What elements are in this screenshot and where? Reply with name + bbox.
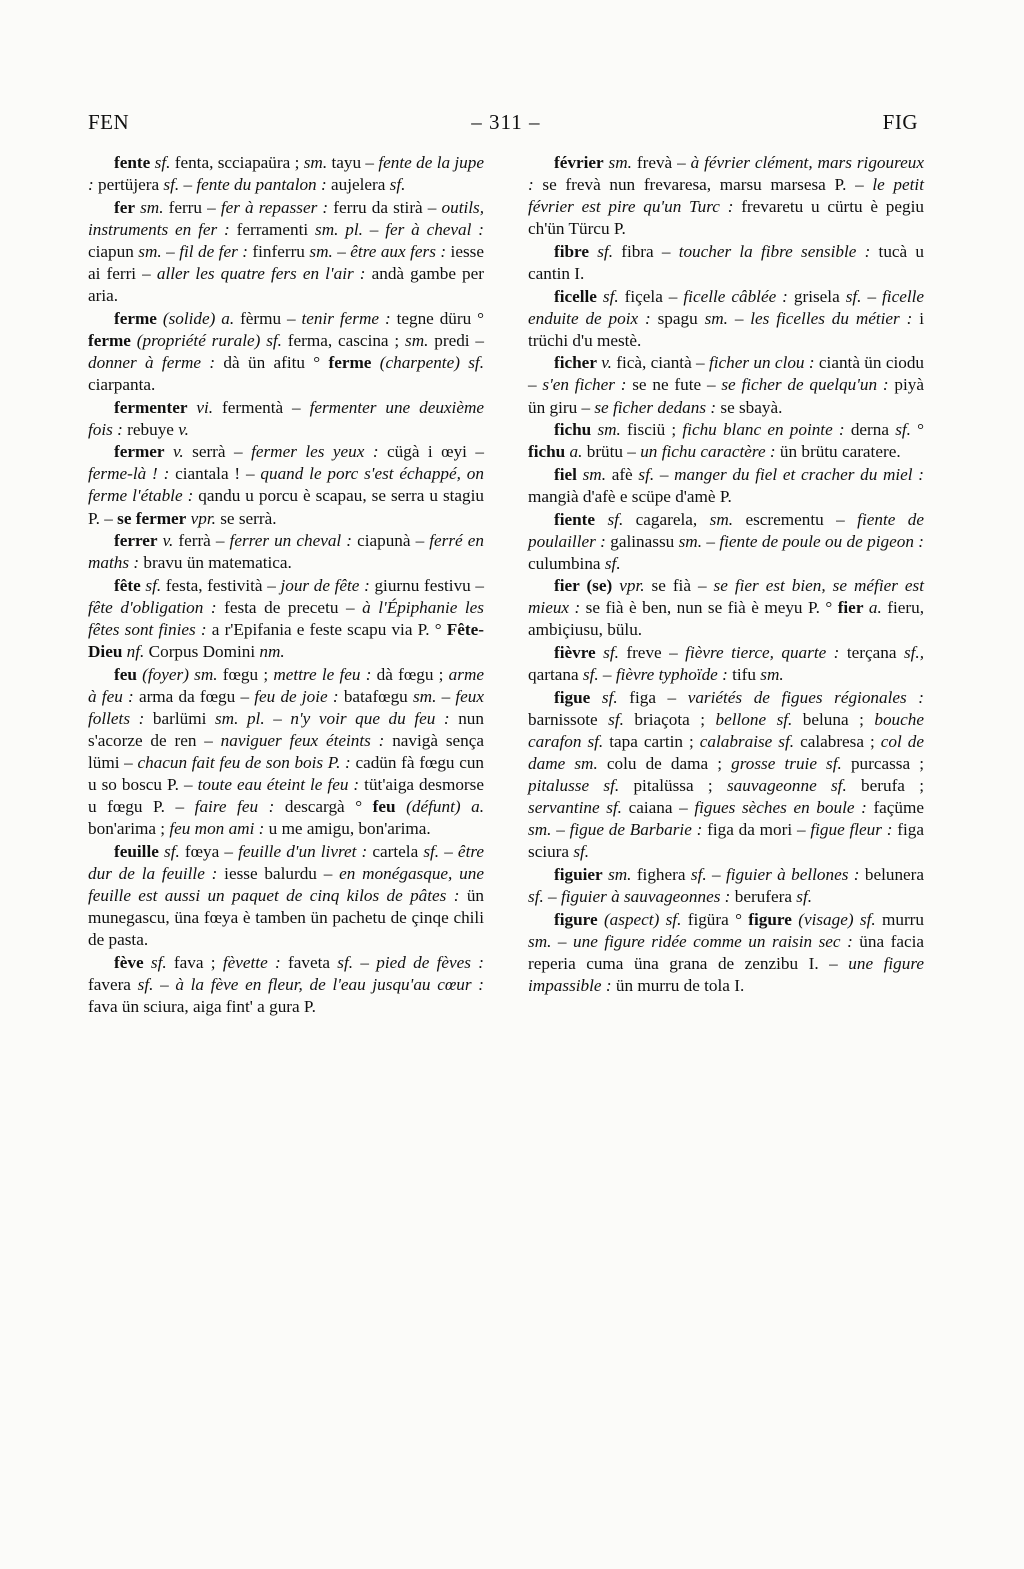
dictionary-entry-ficher: ficher v. ficà, ciantà – ficher un clou : ciantà ün ciodu – s'en ficher : se ne fute – se ficher de quelqu'un : piyà ün giru – se ficher dedans : se sbayà. xyxy=(528,353,925,417)
dictionary-entry-fente: fente sf. fenta, scciapaüra ; sm. tayu – fente de la jupe : pertüjera sf. – fente du pantalon : aujelera sf. xyxy=(88,153,485,195)
dictionary-entry-feu: feu (foyer) sm. fœgu ; mettre le feu : dà fœgu ; arme à feu : arma da fœgu – feu de joie : batafœgu sm. – feux follets : barlümi sm. pl. – n'y voir que du feu : nun s'acorze de ren – naviguer feux éteints : navigà sença lümi – chacun fait feu de son bois P. : cadün fà fœgu cun u so boscu P. – toute eau éteint le feu : tüt'aiga desmorse u fœgu P. – faire feu : descargà ° feu (défunt) a. bon'arima ; feu mon ami : u me amigu, bon'arima. xyxy=(88,664,485,839)
dictionary-entry-ferme: ferme (solide) a. fèrmu – tenir ferme : tegne düru ° ferme (propriété rurale) sf. ferma, cascina ; sm. predi – donner à ferme : dà ün afitu ° ferme (charpente) sf. ciarpanta. xyxy=(88,308,485,394)
dictionary-entry-ferrer: ferrer v. ferrà – ferrer un cheval : ciapunà – ferré en maths : bravu ün matematica. xyxy=(88,531,484,573)
page-header xyxy=(88,110,918,135)
dictionary-entry-ficelle: ficelle sf. fiçela – ficelle câblée : grisela sf. – ficelle enduite de poix : spagu sm. – les ficelles du métier : i trüchi d'u mestè. xyxy=(528,286,925,350)
running-head-left: FEN xyxy=(88,110,130,134)
dictionary-entry-feve: fève sf. fava ; fèvette : faveta sf. – pied de fèves : favera sf. – à la fève en fleur, de l'eau jusqu'au cœur : fava ün sciura, aiga fint' a gura P. xyxy=(88,952,484,1017)
left-column xyxy=(88,152,484,1019)
dictionary-entry-fevrier: février sm. frevà – à février clément, mars rigoureux : se frevà nun frevaresa, marsu marsesa P. – le petit février est pire qu'un Turc : frevaretu u cürtu è pegiu ch'ün Türcu P. xyxy=(528,153,924,239)
text-columns xyxy=(88,152,924,1019)
dictionary-entry-figue: figue sf. figa – variétés de figues régionales : barnissote sf. briaçota ; bellone sf. beluna ; bouche carafon sf. tapa cartin ; calabraise sf. calabresa ; col de dame sm. colu de dama ; grosse truie sf. purcassa ; pitalusse sf. pitalüssa ; sauvageonne sf. berufa ; servantine sf. caiana – figues sèches en boule : façüme sm. – figue de Barbarie : figa da mori – figue fleur : figa sciura sf. xyxy=(528,687,925,862)
dictionary-entry-fete: fête sf. festa, festività – jour de fête : giurnu festivu – fête d'obligation : festa de precetu – à l'Épiphanie les fêtes sont finies : a r'Epifania e feste scapu via P. ° Fête-Dieu nf. Corpus Domini nm. xyxy=(88,575,485,662)
page-number: – 311 – xyxy=(471,110,541,134)
dictionary-entry-fermenter: fermenter vi. fermentà – fermenter une deuxième fois : rebuye v. xyxy=(88,397,484,439)
dictionary-entry-fiel: fiel sm. afè sf. – manger du fiel et cracher du miel : mangià d'afè e scüpe d'amè P. xyxy=(528,464,925,506)
dictionary-entry-fichu: fichu sm. fisciü ; fichu blanc en pointe : derna sf. ° fichu a. brütu – un fichu caractère : ün brütu caratere. xyxy=(528,420,925,462)
dictionary-entry-fer: fer sm. ferru – fer à repasser : ferru da stirà – outils, instruments en fer : ferramenti sm. pl. – fer à cheval : ciapun sm. – fil de fer : finferru sm. – être aux fers : iesse ai ferri – aller les quatre fers en l'air : andà gambe per aria. xyxy=(88,197,484,306)
dictionary-entry-figure: figure (aspect) sf. figüra ° figure (visage) sf. murru sm. – une figure ridée comme un raisin sec : üna facia reperia cuma üna grana de zenzibu I. – une figure impassible : ün murru de tola I. xyxy=(528,909,925,995)
dictionary-entry-feuille: feuille sf. fœya – feuille d'un livret : cartela sf. – être dur de la feuille : iesse balurdu – en monégasque, une feuille est aussi un paquet de cinq kilos de pâtes : ün munegascu, üna fœya è tamben ün pachetu de çinqe chili de pasta. xyxy=(88,841,485,950)
dictionary-entry-figuier: figuier sm. fighera sf. – figuier à bellones : belunera sf. – figuier à sauvageonnes : berufera sf. xyxy=(528,865,925,907)
dictionary-entry-fier-se: fier (se) vpr. se fià – se fier est bien, se méfier est mieux : se fià è ben, nun se fià è meyu P. ° fier a. fieru, ambiçiusu, bülu. xyxy=(528,576,924,640)
dictionary-entry-fievre: fièvre sf. freve – fièvre tierce, quarte : terçana sf., qartana sf. – fièvre typhoïde : tifu sm. xyxy=(528,643,925,685)
dictionary-entry-fermer: fermer v. serrà – fermer les yeux : cügà i œyi – ferme-là ! : ciantala ! – quand le porc s'est échappé, on ferme l'étable : qandu u porcu è scapau, se serra u stagiu P. – se fermer vpr. se serrà. xyxy=(88,442,484,528)
running-head-right: FIG xyxy=(882,110,918,134)
dictionary-entry-fibre: fibre sf. fibra – toucher la fibre sensible : tucà u cantin I. xyxy=(528,241,924,283)
dictionary-entry-fiente: fiente sf. cagarela, sm. escrementu – fiente de poulailler : galinassu sm. – fiente de poule ou de pigeon : culumbina sf. xyxy=(528,509,925,573)
right-column xyxy=(528,152,924,1019)
